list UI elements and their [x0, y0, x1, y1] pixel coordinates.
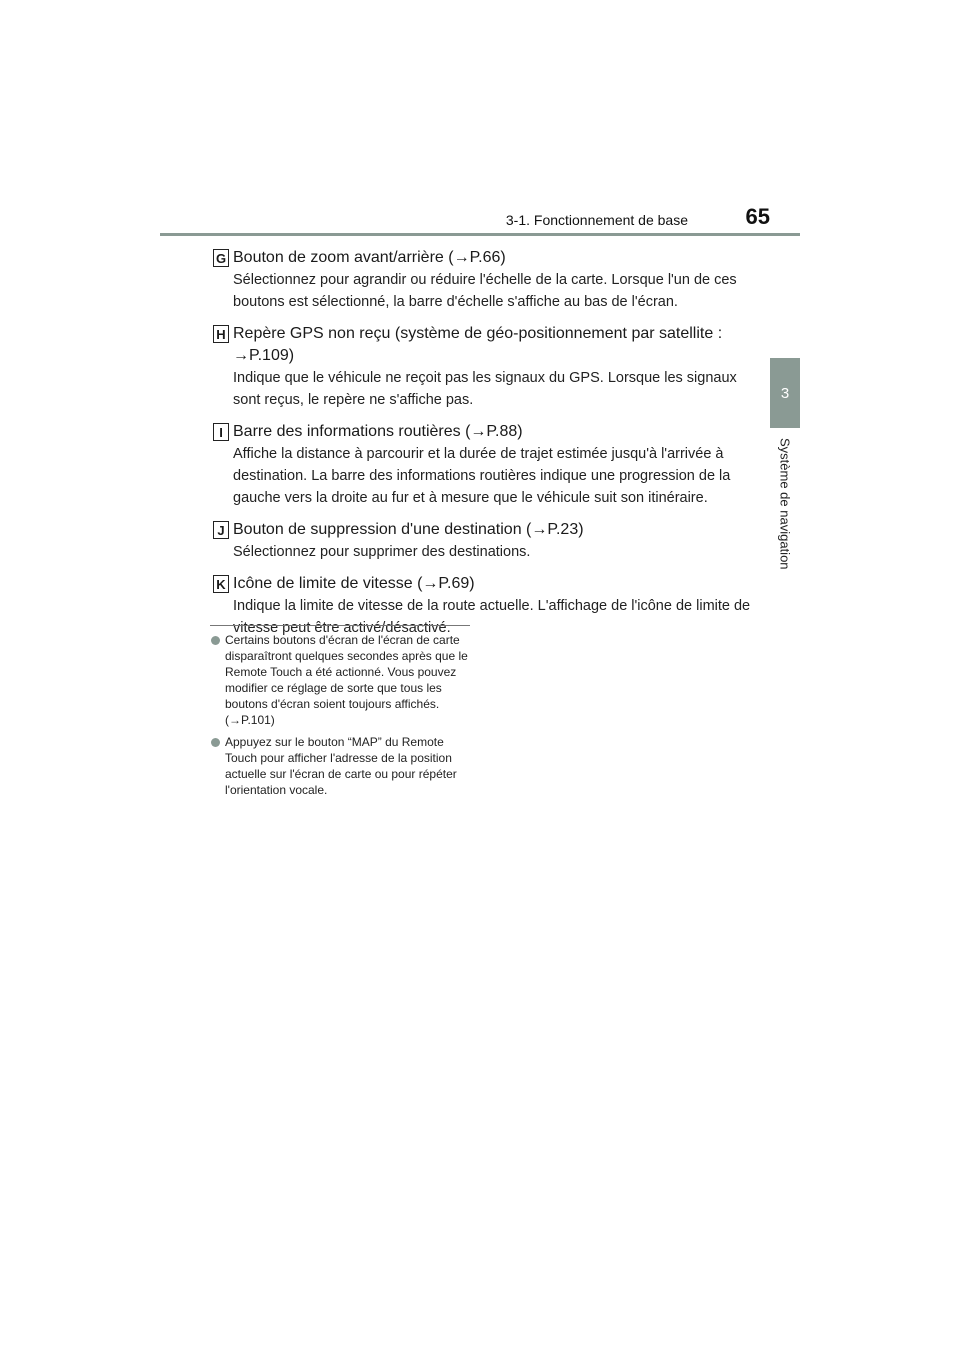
item-description: Sélectionnez pour agrandir ou réduire l'échelle de la carte. Lorsque l'un de ces boutons est sélectionné, la barre d'échelle s'affiche au bas de l'écran. — [233, 272, 737, 310]
notes-box — [210, 625, 470, 804]
bullet-icon — [211, 636, 220, 645]
item-badge: H — [213, 325, 229, 343]
item-description: Indique la limite de vitesse de la route actuelle. L'affichage de l'icône de limite de vitesse peut être activé/désactivé. — [233, 598, 751, 636]
chapter-title-wrap — [770, 438, 800, 838]
item-title: Barre des informations routières (→P.88) — [233, 423, 523, 440]
header-rule — [160, 233, 800, 236]
legend-item — [213, 323, 758, 411]
item-badge: J — [213, 521, 229, 539]
legend-item — [213, 519, 758, 563]
section-title: 3-1. Fonctionnement de base — [505, 212, 688, 228]
legend-item — [213, 421, 758, 509]
note-text: Appuyez sur le bouton “MAP” du Remote Touch pour afficher l'adresse de la position actuelle sur l'écran de carte ou pour répéter l'orientation vocale. — [225, 735, 457, 797]
item-title: Icône de limite de vitesse (→P.69) — [233, 575, 475, 592]
bullet-icon — [211, 738, 220, 747]
legend-items — [213, 247, 758, 649]
item-description: Affiche la distance à parcourir et la durée de trajet estimée jusqu'à l'arrivée à destination. La barre des informations routières indique une progression de la gauche vers la droite au fur et à mesure que le véhicule suit son itinéraire. — [233, 446, 731, 506]
item-description: Sélectionnez pour supprimer des destinations. — [233, 544, 531, 560]
item-badge: I — [213, 423, 229, 441]
item-title: Repère GPS non reçu (système de géo-positionnement par satellite : →P.109) — [233, 325, 723, 364]
item-description: Indique que le véhicule ne reçoit pas les signaux du GPS. Lorsque les signaux sont reçus, le repère ne s'affiche pas. — [233, 370, 737, 408]
legend-item — [213, 247, 758, 313]
chapter-title: Système de navigation — [777, 438, 793, 570]
chapter-number: 3 — [770, 358, 800, 428]
chapter-side-tab — [770, 238, 800, 1358]
item-title: Bouton de suppression d'une destination (→P.23) — [233, 521, 584, 538]
page-header — [160, 200, 800, 236]
note-item — [210, 734, 470, 798]
item-badge: G — [213, 249, 229, 267]
item-badge: K — [213, 575, 229, 593]
note-text: Certains boutons d'écran de l'écran de carte disparaîtront quelques secondes après que le Remote Touch a été actionné. Vous pouvez modifier ce réglage de sorte que tous les boutons d'écran soient toujours affichés. (→P.101) — [225, 633, 468, 727]
page-number: 65 — [745, 204, 770, 229]
note-item — [210, 632, 470, 728]
item-title: Bouton de zoom avant/arrière (→P.66) — [233, 249, 506, 266]
